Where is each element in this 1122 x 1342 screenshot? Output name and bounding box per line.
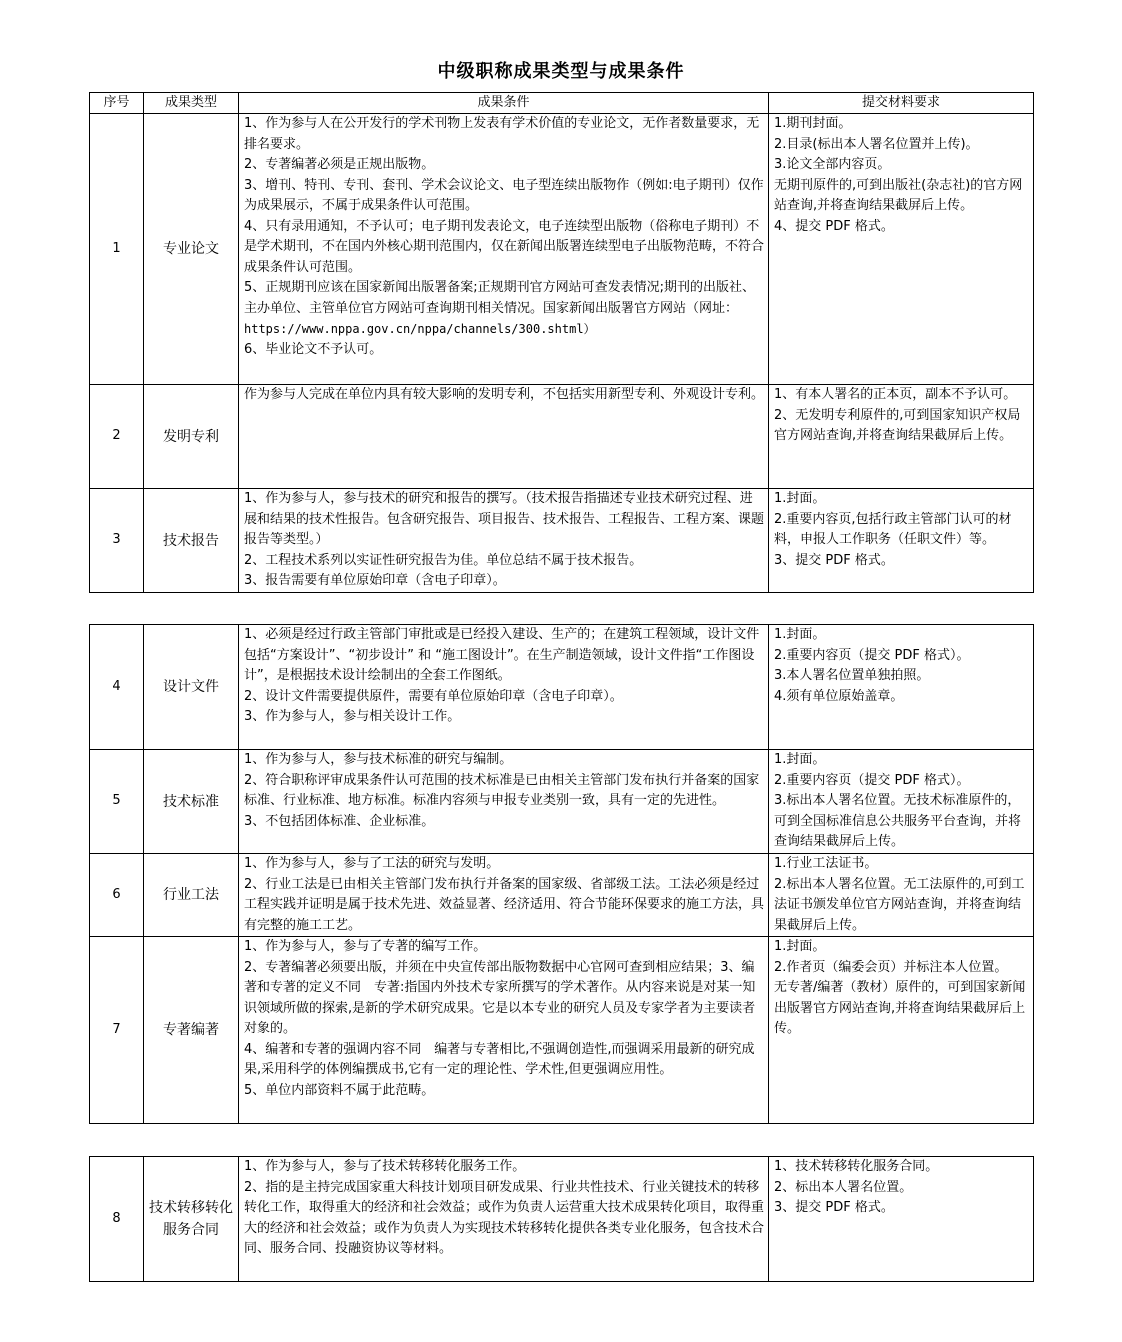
- row-materials: [769, 854, 1034, 937]
- condition-line: 1、作为参与人在公开发行的学术刊物上发表有学术价值的专业论文，无作者数量要求，无排名要求。: [244, 116, 760, 152]
- material-line: 3.论文全部内容页。: [774, 157, 891, 172]
- row-type: 技术标准: [144, 750, 239, 854]
- condition-line: 2、专著编著必须要出版，并须在中央宣传部出版物数据中心官网可查到相应结果；3、编著和专著的定义不同 专著:指国内外技术专家所撰写的学术著作。从内容来说是对某一知识领域所做的探索,是新的学术研究成果。它是以本专业的研究人员及专家学者为主要读者对象的。: [244, 959, 756, 1036]
- row-materials: [769, 489, 1034, 593]
- condition-line: 作为参与人完成在单位内具有较大影响的发明专利，不包括实用新型专利、外观设计专利。: [244, 387, 765, 402]
- row-number: 3: [90, 489, 144, 593]
- row-materials: [769, 1157, 1034, 1282]
- row-conditions: [239, 489, 769, 593]
- row-type: 技术报告: [144, 489, 239, 593]
- material-line: 1.封面。: [774, 939, 826, 954]
- material-line: 2、无发明专利原件的,可到国家知识产权局官方网站查询,并将查询结果截屏后上传。: [774, 407, 1021, 443]
- results-table-part-3: [89, 1156, 1034, 1282]
- row-conditions: [239, 625, 769, 750]
- condition-line: 4、只有录用通知，不予认可；电子期刊发表论文，电子连续型出版物（俗称电子期刊）不是学术期刊，不在国内外核心期刊范围内，仅在新闻出版署连续型电子出版物范畴，不符合成果条件认可范围。: [244, 218, 765, 275]
- row-number: 4: [90, 625, 144, 750]
- row-number: 6: [90, 854, 144, 937]
- material-line: 2.重要内容页（提交 PDF 格式）。: [774, 772, 970, 788]
- row-number: 2: [90, 385, 144, 489]
- material-line: 1.封面。: [774, 491, 826, 506]
- material-line: 2.重要内容页（提交 PDF 格式）。: [774, 647, 970, 663]
- row-type: 技术转移转化服务合同: [144, 1157, 239, 1282]
- table-row: [90, 385, 1034, 489]
- results-table-part-2: [89, 624, 1034, 1124]
- header-index: 序号: [90, 93, 144, 114]
- material-line: 1.封面。: [774, 752, 826, 767]
- row-materials: [769, 385, 1034, 489]
- row-conditions: [239, 385, 769, 489]
- material-line: 1、有本人署名的正本页，副本不予认可。: [774, 387, 1017, 402]
- table-row: [90, 489, 1034, 593]
- row-type: 专业论文: [144, 114, 239, 385]
- table-row: [90, 625, 1034, 750]
- table-row: [90, 937, 1034, 1124]
- page-title: 中级职称成果类型与成果条件: [437, 61, 685, 82]
- header-type: 成果类型: [144, 93, 239, 114]
- condition-line: 1、作为参与人，参与了专著的编写工作。: [244, 939, 487, 954]
- condition-line: 1、作为参与人，参与了技术转移转化服务工作。: [244, 1159, 526, 1174]
- condition-line: 3、报告需要有单位原始印章（含电子印章）。: [244, 573, 506, 588]
- row-conditions: [239, 937, 769, 1124]
- row-number: 1: [90, 114, 144, 385]
- condition-line: 5、单位内部资料不属于此范畴。: [244, 1082, 435, 1098]
- condition-line: 2、设计文件需要提供原件，需要有单位原始印章（含电子印章）。: [244, 688, 623, 704]
- row-type: 发明专利: [144, 385, 239, 489]
- material-line: 无专著/编著（教材）原件的，可到国家新闻出版署官方网站查询,并将查询结果截屏后上传。: [774, 980, 1026, 1036]
- header-materials: 提交材料要求: [769, 93, 1034, 114]
- condition-line: 1、作为参与人，参与了工法的研究与发明。: [244, 856, 500, 871]
- row-number: 5: [90, 750, 144, 854]
- row-number: 8: [90, 1157, 144, 1282]
- condition-line: 3、作为参与人，参与相关设计工作。: [244, 709, 461, 724]
- header-conditions: 成果条件: [239, 93, 769, 114]
- table-row: [90, 114, 1034, 385]
- row-conditions: [239, 1157, 769, 1282]
- material-line: 无期刊原件的,可到出版社(杂志社)的官方网站查询,并将查询结果截屏后上传。: [774, 177, 1023, 213]
- condition-line: 2、指的是主持完成国家重大科技计划项目研发成果、行业共性技术、行业关键技术的转移转化工作，取得重大的经济和社会效益；或作为负责人运营重大技术成果转化项目，取得重大的经济和社会效益；或作为负责人为实现技术转移转化提供各类专业化服务，包含技术合同、服务合同、投融资协议等材料。: [244, 1179, 765, 1256]
- condition-line: 6、毕业论文不予认可。: [244, 341, 383, 357]
- condition-line: 2、符合职称评审成果条件认可范围的技术标准是已由相关主管部门发布执行并备案的国家标准、行业标准、地方标准。标准内容须与申报专业类别一致，具有一定的先进性。: [244, 772, 760, 808]
- row-type: 专著编著: [144, 937, 239, 1124]
- material-line: 2.重要内容页,包括行政主管部门认可的材料，申报人工作职务（任职文件）等。: [774, 511, 1012, 547]
- material-line: 2、标出本人署名位置。: [774, 1179, 913, 1195]
- material-line: 2.目录(标出本人署名位置并上传)。: [774, 136, 979, 152]
- results-table-part-1: [89, 92, 1034, 593]
- condition-line: 2、行业工法是已由相关主管部门发布执行并备案的国家级、省部级工法。工法必须是经过工程实践并证明是属于技术先进、效益显著、经济适用、符合节能环保要求的施工方法，具有完整的施工工艺。: [244, 876, 765, 933]
- row-type: 行业工法: [144, 854, 239, 937]
- row-materials: [769, 937, 1034, 1124]
- condition-line: 1、作为参与人，参与技术标准的研究与编制。: [244, 752, 513, 767]
- material-line: 2.标出本人署名位置。无工法原件的,可到工法证书颁发单位官方网站查询，并将查询结果截屏后上传。: [774, 876, 1025, 933]
- material-line: 4、提交 PDF 格式。: [774, 218, 894, 234]
- condition-line: 3、增刊、特刊、专刊、套刊、学术会议论文、电子型连续出版物作（例如:电子期刊）仅作为成果展示，不属于成果条件认可范围。: [244, 177, 764, 213]
- row-materials: [769, 750, 1034, 854]
- table-row: [90, 750, 1034, 854]
- table-row: [90, 854, 1034, 937]
- condition-line: 1、必须是经过行政主管部门审批或是已经投入建设、生产的；在建筑工程领域，设计文件包括“方案设计”、“初步设计” 和 “施工图设计”。在生产制造领域，设计文件指“工作图设计”，是根据技术设计绘制出的全套工作图纸。: [244, 627, 760, 683]
- condition-line: 2、专著编著必须是正规出版物。: [244, 157, 435, 172]
- condition-line: 1、作为参与人，参与技术的研究和报告的撰写。（技术报告指描述专业技术研究过程、进展和结果的技术性报告。包含研究报告、项目报告、技术报告、工程报告、工程方案、课题报告等类型。）: [244, 491, 765, 547]
- material-line: 4.须有单位原始盖章。: [774, 688, 904, 704]
- row-conditions: [239, 854, 769, 937]
- material-line: 1.封面。: [774, 627, 826, 642]
- material-line: 3.本人署名位置单独拍照。: [774, 668, 930, 683]
- website-url: https://www.nppa.gov.cn/nppa/channels/300.shtml）: [244, 322, 596, 336]
- row-type: 设计文件: [144, 625, 239, 750]
- row-number: 7: [90, 937, 144, 1124]
- material-line: 1、技术转移转化服务合同。: [774, 1159, 939, 1174]
- row-conditions: [239, 114, 769, 385]
- material-line: 3、提交 PDF 格式。: [774, 1200, 894, 1215]
- row-materials: [769, 625, 1034, 750]
- material-line: 3、提交 PDF 格式。: [774, 552, 894, 568]
- table-header-row: [90, 93, 1034, 114]
- row-materials: [769, 114, 1034, 385]
- material-line: 1.行业工法证书。: [774, 856, 878, 871]
- condition-line: 3、不包括团体标准、企业标准。: [244, 813, 435, 829]
- material-line: 2.作者页（编委会页）并标注本人位置。: [774, 959, 1008, 975]
- material-line: 1.期刊封面。: [774, 116, 852, 131]
- condition-line: 2、工程技术系列以实证性研究报告为佳。单位总结不属于技术报告。: [244, 552, 643, 568]
- row-conditions: [239, 750, 769, 854]
- table-row: [90, 1157, 1034, 1282]
- condition-line: 5、正规期刊应该在国家新闻出版署备案;正规期刊官方网站可查发表情况;期刊的出版社、主办单位、主管单位官方网站可查询期刊相关情况。国家新闻出版署官方网站（网址：: [244, 280, 756, 316]
- condition-line: 4、编著和专著的强调内容不同 编著与专著相比,不强调创造性,而强调采用最新的研究成果,采用科学的体例编撰成书,它有一定的理论性、学术性,但更强调应用性。: [244, 1041, 755, 1077]
- material-line: 3.标出本人署名位置。无技术标准原件的，可到全国标准信息公共服务平台查询，并将查询结果截屏后上传。: [774, 793, 1022, 849]
